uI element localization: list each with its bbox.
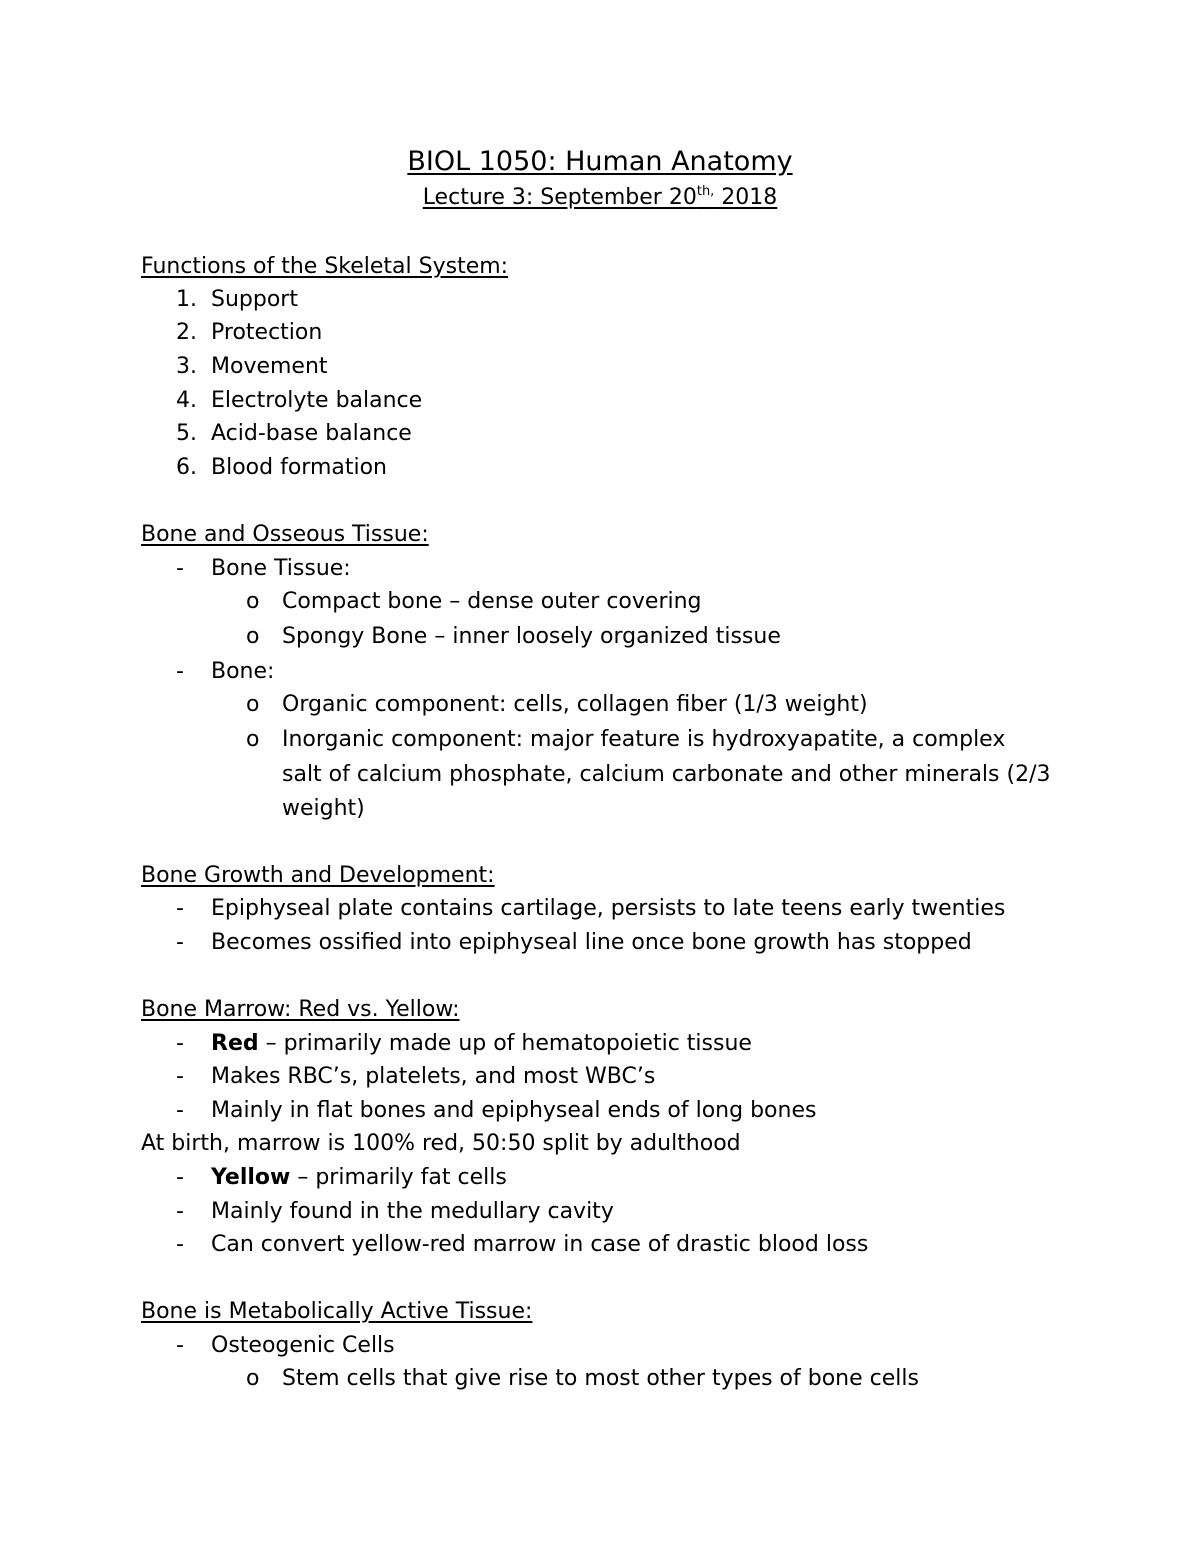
red-term: Red [211, 1031, 259, 1056]
lecture-subtitle [0, 184, 1200, 210]
red-definition: – primarily made up of hematopoietic tissue [258, 1031, 752, 1056]
circle-bullet: o [246, 589, 260, 614]
yellow-definition: – primarily fat cells [290, 1165, 507, 1190]
list-item: Mainly found in the medullary cavity [211, 1199, 614, 1224]
list-item: Bone: [211, 659, 275, 684]
list-item: Support [211, 287, 298, 312]
list-number: 6. [176, 455, 197, 480]
dash-bullet: - [176, 1333, 184, 1358]
circle-bullet: o [246, 1366, 260, 1391]
dash-bullet: - [176, 896, 184, 921]
section-heading-growth: Bone Growth and Development: [141, 863, 495, 888]
section-heading-metabolic: Bone is Metabolically Active Tissue: [141, 1299, 533, 1324]
list-item: Movement [211, 354, 328, 379]
list-item: Mainly in flat bones and epiphyseal ends of long bones [211, 1098, 817, 1123]
list-item: Epiphyseal plate contains cartilage, persists to late teens early twenties [211, 896, 1006, 921]
list-item: Protection [211, 320, 323, 345]
list-number: 1. [176, 287, 197, 312]
list-item: Osteogenic Cells [211, 1333, 395, 1358]
circle-bullet: o [246, 624, 260, 649]
list-item: Bone Tissue: [211, 556, 351, 581]
dash-bullet: - [176, 930, 184, 955]
list-item: Electrolyte balance [211, 388, 423, 413]
list-item: Makes RBC’s, platelets, and most WBC’s [211, 1064, 656, 1089]
list-item: Acid-base balance [211, 421, 412, 446]
dash-bullet: - [176, 1098, 184, 1123]
list-item [211, 1167, 507, 1189]
body-text: At birth, marrow is 100% red, 50:50 split by adulthood [141, 1131, 741, 1156]
list-number: 5. [176, 421, 197, 446]
dash-bullet: - [176, 556, 184, 581]
list-number: 4. [176, 388, 197, 413]
list-item-continuation: weight) [282, 796, 365, 821]
subtitle-superscript: th, [696, 184, 715, 199]
circle-bullet: o [246, 727, 260, 752]
list-item: Blood formation [211, 455, 387, 480]
list-item: Inorganic component: major feature is hydroxyapatite, a complex [282, 727, 1006, 752]
list-item: Can convert yellow-red marrow in case of drastic blood loss [211, 1232, 869, 1257]
dash-bullet: - [176, 1064, 184, 1089]
dash-bullet: - [176, 1232, 184, 1257]
list-number: 2. [176, 320, 197, 345]
dash-bullet: - [176, 1199, 184, 1224]
list-item [211, 1033, 752, 1055]
dash-bullet: - [176, 659, 184, 684]
circle-bullet: o [246, 692, 260, 717]
dash-bullet: - [176, 1031, 184, 1056]
list-number: 3. [176, 354, 197, 379]
list-item: Compact bone – dense outer covering [282, 589, 702, 614]
dash-bullet: - [176, 1165, 184, 1190]
document-title: BIOL 1050: Human Anatomy [407, 146, 793, 177]
subtitle-year: 2018 [714, 185, 778, 210]
list-item: Spongy Bone – inner loosely organized tissue [282, 624, 781, 649]
yellow-term: Yellow [211, 1165, 291, 1190]
list-item: Organic component: cells, collagen fiber (1/3 weight) [282, 692, 868, 717]
list-item-continuation: salt of calcium phosphate, calcium carbonate and other minerals (2/3 [282, 762, 1051, 787]
section-heading-functions: Functions of the Skeletal System: [141, 254, 509, 279]
section-heading-marrow: Bone Marrow: Red vs. Yellow: [141, 997, 460, 1022]
subtitle-text: Lecture 3: September 20 [422, 185, 697, 210]
list-item: Stem cells that give rise to most other types of bone cells [282, 1366, 919, 1391]
section-heading-osseous: Bone and Osseous Tissue: [141, 522, 429, 547]
list-item: Becomes ossified into epiphyseal line once bone growth has stopped [211, 930, 972, 955]
